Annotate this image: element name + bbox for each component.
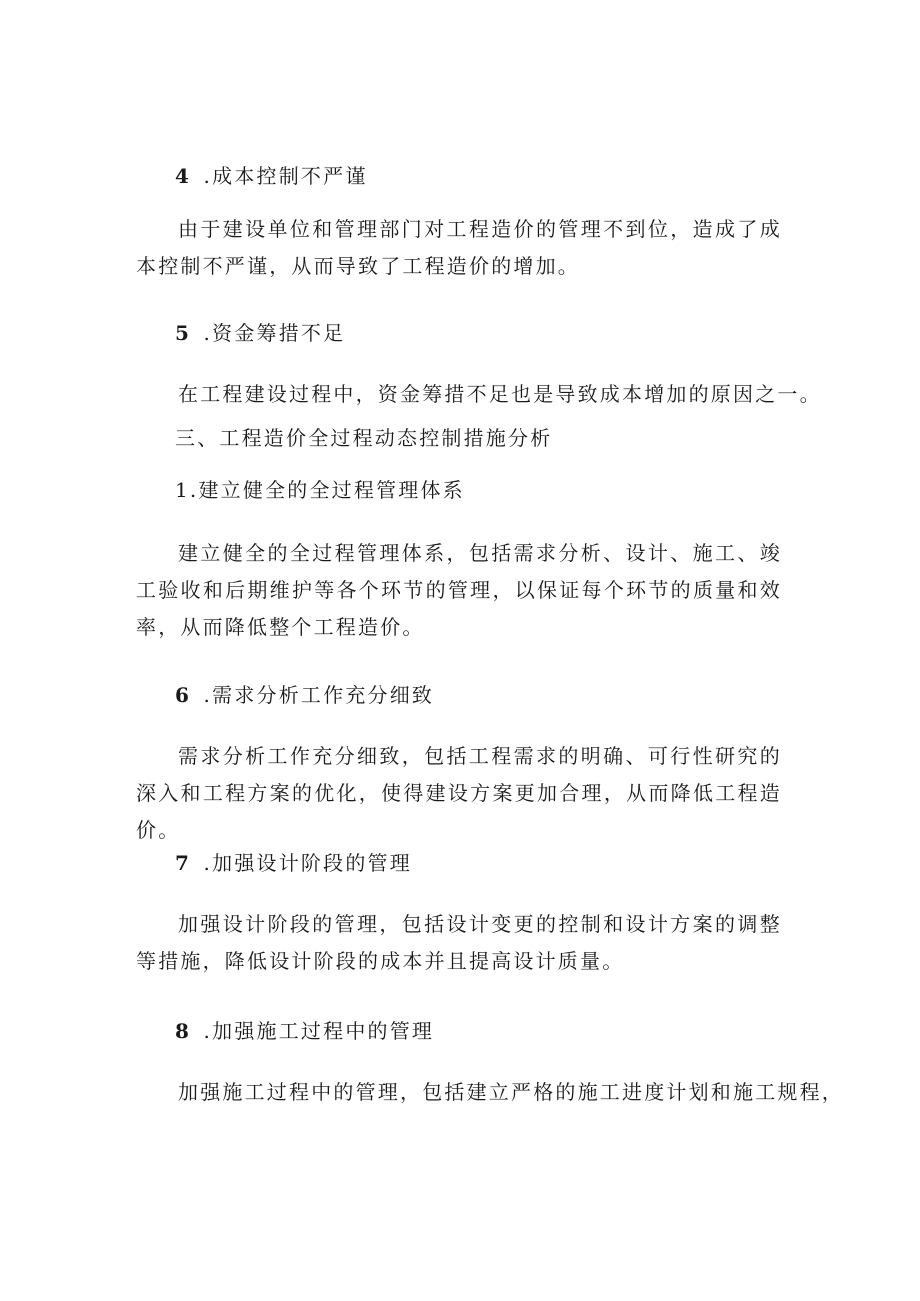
heading-number: 4 [175,164,192,188]
heading-number: 6 [175,683,192,707]
paragraph-funding: 在工程建设过程中，资金筹措不足也是导致成本增加的原因之一。 [178,382,822,406]
heading-number: 8 [175,1019,192,1043]
heading-text: .资金筹措不足 [195,321,346,345]
heading-number: 7 [175,851,192,875]
heading-number: 5 [175,321,192,345]
section-heading-7 [175,845,775,882]
chapter-subtitle: 三、工程造价全过程动态控制措施分析 [175,426,553,450]
heading-text: .加强设计阶段的管理 [195,851,412,875]
section-heading-4 [175,158,775,195]
paragraph-cost-control: 由于建设单位和管理部门对工程造价的管理不到位，造成了成本控制不严谨，从而导致了工程造价的增加。 [136,217,782,278]
section-heading-6 [175,677,775,714]
paragraph-design-stage: 加强设计阶段的管理，包括设计变更的控制和设计方案的调整等措施，降低设计阶段的成本并且提高设计质量。 [136,912,782,973]
section-heading-1 [175,472,775,509]
heading-text: 建立健全的全过程管理体系 [198,478,465,502]
section-heading-8 [175,1013,775,1050]
paragraph-management-system: 建立健全的全过程管理体系，包括需求分析、设计、施工、竣工验收和后期维护等各个环节的管理，以保证每个环节的质量和效率，从而降低整个工程造价。 [136,541,782,639]
heading-text: .需求分析工作充分细致 [195,683,435,707]
heading-number: 1. [175,478,199,502]
paragraph-requirements: 需求分析工作充分细致，包括工程需求的明确、可行性研究的深入和工程方案的优化，使得建设方案更加合理，从而降低工程造价。 [136,744,782,842]
heading-text: .加强施工过程中的管理 [195,1019,435,1043]
section-heading-5 [175,315,775,352]
paragraph-construction: 加强施工过程中的管理，包括建立严格的施工进度计划和施工规程， [178,1080,844,1104]
heading-text: .成本控制不严谨 [195,164,368,188]
